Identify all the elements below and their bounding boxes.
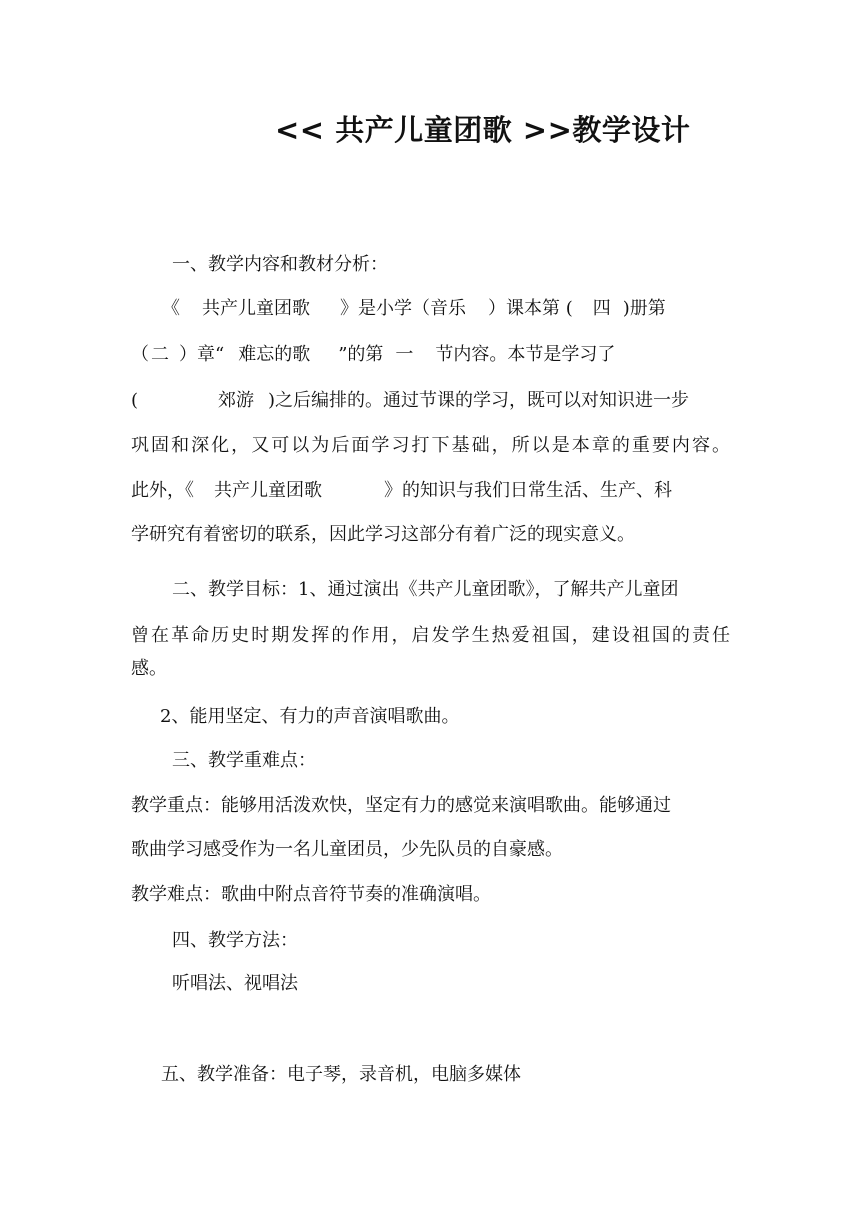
- section-3-heading: 三、教学重难点：: [172, 750, 316, 771]
- text-fragment: 》的知识与我们日常生活、生产、科: [384, 480, 672, 501]
- text-fragment: )之后编排的。通过节课的学习，既可以对知识进一步: [268, 390, 690, 411]
- section-2-line-3: 感。: [131, 658, 167, 679]
- section-1-line-5: [131, 479, 730, 503]
- text-fragment: 共产儿童团歌: [214, 480, 322, 501]
- section-1-line-2: [131, 343, 730, 367]
- text-fragment: 》是小学（音乐: [340, 298, 466, 319]
- teaching-methods: 听唱法、视唱法: [172, 973, 298, 994]
- text-fragment: ”的第: [338, 344, 384, 365]
- difficult-point: 教学难点：歌曲中附点音符节奏的准确演唱。: [131, 884, 491, 905]
- text-fragment: 此外，《: [131, 480, 194, 501]
- key-point-line-1: 教学重点：能够用活泼欢快，坚定有力的感觉来演唱歌曲。能够通过: [131, 795, 671, 816]
- text-fragment: 《: [162, 298, 180, 319]
- section-1-line-1: [162, 297, 730, 321]
- text-fragment: 二: [151, 344, 169, 365]
- section-1-line-4: 巩固和深化，又可以为后面学习打下基础，所以是本章的重要内容。: [131, 435, 730, 456]
- text-fragment: 四: [592, 298, 611, 319]
- text-fragment: (: [131, 390, 139, 411]
- text-fragment: ）章“: [179, 344, 225, 365]
- key-point-line-2: 歌曲学习感受作为一名儿童团员，少先队员的自豪感。: [131, 839, 563, 860]
- text-fragment: 难忘的歌: [238, 344, 311, 365]
- text-fragment: ）课本第 (: [488, 298, 573, 319]
- text-fragment: （: [131, 344, 149, 365]
- section-1-line-3: [131, 389, 730, 413]
- text-fragment: 一: [395, 344, 414, 365]
- section-2-line-4: 2、能用坚定、有力的声音演唱歌曲。: [160, 706, 460, 727]
- page-title: << 共产儿童团歌 >>教学设计: [275, 113, 691, 147]
- text-fragment: 郊游: [218, 390, 255, 411]
- section-2-line-1: 二、教学目标：1、通过演出《共产儿童团歌》，了解共产儿童团: [172, 579, 679, 600]
- text-fragment: 共产儿童团歌: [202, 298, 310, 319]
- text-fragment: )册第: [622, 298, 666, 319]
- section-4-heading: 四、教学方法：: [172, 930, 298, 951]
- text-fragment: 节内容。本节是学习了: [435, 344, 616, 365]
- section-1-line-6: 学研究有着密切的联系，因此学习这部分有着广泛的现实意义。: [131, 524, 635, 545]
- section-1-heading: 一、教学内容和教材分析：: [172, 254, 388, 275]
- section-2-line-2: 曾在革命历史时期发挥的作用，启发学生热爱祖国，建设祖国的责任: [131, 625, 730, 646]
- section-5-preparation: 五、教学准备：电子琴，录音机，电脑多媒体: [161, 1064, 521, 1085]
